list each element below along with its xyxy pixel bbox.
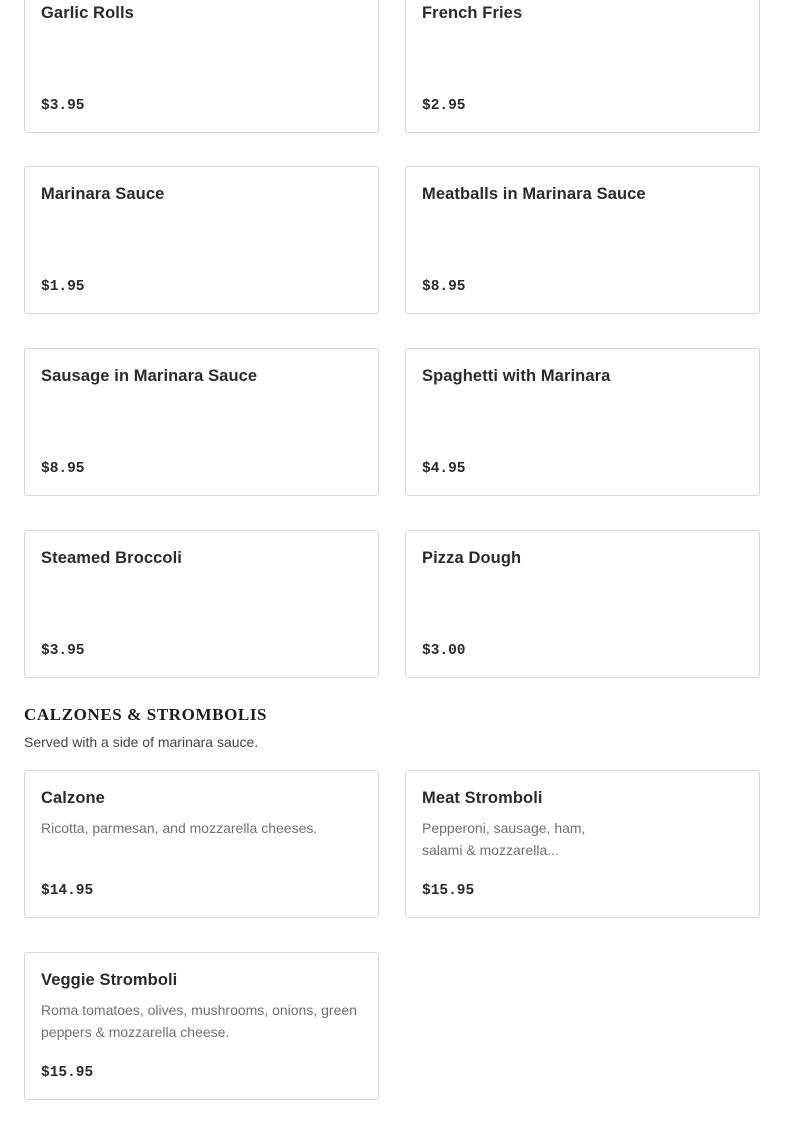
menu-item-price: $3.00 [422,643,466,659]
menu-item-name: Steamed Broccoli [41,549,182,567]
menu-item-name: Spaghetti with Marinara [422,367,611,385]
menu-item-price: $8.95 [41,461,85,477]
menu-item-name: Veggie Stromboli [41,971,178,989]
menu-item-price: $2.95 [422,98,466,114]
menu-item-name: Garlic Rolls [41,4,134,22]
menu-item-price: $4.95 [422,461,466,477]
menu-item-name: French Fries [422,4,523,22]
menu-item-card[interactable] [405,166,760,314]
menu-item-price: $3.95 [41,643,85,659]
menu-item-name: Meatballs in Marinara Sauce [422,185,646,203]
section-title: CALZONES & STROMBOLIS [24,705,268,724]
menu-item-price: $1.95 [41,279,85,295]
menu-item-card[interactable] [24,348,379,496]
menu-item-card[interactable] [24,530,379,678]
menu-item-card[interactable] [24,770,379,918]
menu-item-name: Meat Stromboli [422,789,543,807]
menu-item-description: Roma tomatoes, olives, mushrooms, onions, green peppers & mozzarella cheese. [41,1002,357,1040]
menu-item-card[interactable] [24,166,379,314]
menu-item-price: $8.95 [422,279,466,295]
menu-item-name: Pizza Dough [422,549,522,567]
section-subtitle: Served with a side of marinara sauce. [24,734,259,750]
menu-item-description: Pepperoni, sausage, ham, salami & mozzarella... [422,820,586,858]
menu-item-name: Marinara Sauce [41,185,165,203]
menu-item-card[interactable] [405,0,760,133]
menu-item-card[interactable] [24,952,379,1100]
menu-item-name: Sausage in Marinara Sauce [41,367,258,385]
menu-item-description: Ricotta, parmesan, and mozzarella cheeses. [41,820,318,836]
menu-item-price: $15.95 [41,1065,94,1081]
menu-item-price: $14.95 [41,883,94,899]
menu-item-name: Calzone [41,789,105,807]
menu-item-price: $3.95 [41,98,85,114]
menu-item-card[interactable] [405,530,760,678]
menu-item-card[interactable] [405,770,760,918]
menu-item-card[interactable] [405,348,760,496]
menu-item-price: $15.95 [422,883,475,899]
menu-item-card[interactable] [24,0,379,133]
